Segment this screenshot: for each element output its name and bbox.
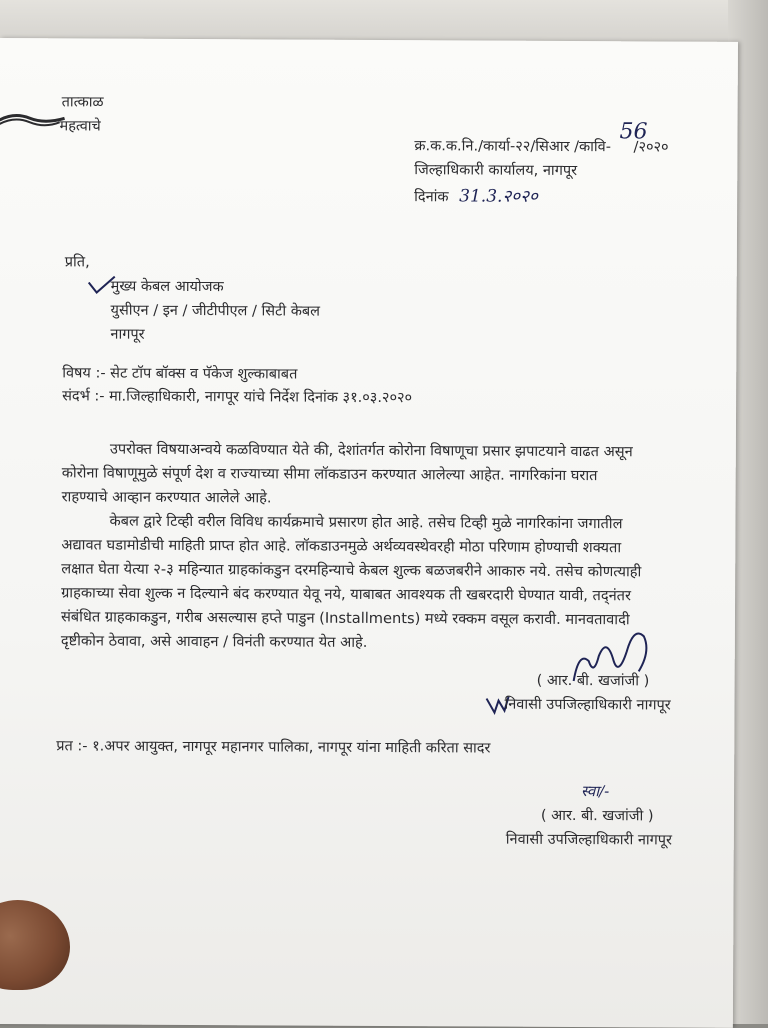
reference-prefix: क्र.क.क.नि./कार्या-२२/सिआर /कावि- [414,138,612,156]
margin-note-important: महत्वाचे [59,118,101,135]
para1-line-1: उपरोक्त विषयाअन्वये कळविण्यात येते की, देशांतर्गत कोरोना विषाणूचा प्रसार झपाटयाने वाढत असून [109,440,633,461]
recipient-city: नागपूर [110,326,145,343]
para2-line-4: ग्राहकाच्या सेवा शुल्क न दिल्याने बंद करण्यात येवू नये, याबाबत आवश्यक ती खबरदारी घेण्यात यावी, तद्नंतर [61,584,632,605]
subject-line: विषय :- सेट टॉप बॉक्स व पॅकेज शुल्काबाबत [62,365,298,383]
signature1-name: ( आर. बी. खजांजी ) [536,672,650,690]
reference-year: /२०२० [633,139,669,156]
para2-line-3: लक्षात घेता येत्या २-३ महिन्यात ग्राहकांकडुन दरमहिन्याचे केबल शुल्क बळजबरीने आकारु नये. तसेच कोणत्याही [61,560,642,581]
recipient-networks: युसीएन / इन / जीटीपीएल / सिटी केबल [110,302,321,320]
signature2-name: ( आर. बी. खजांजी ) [540,807,654,825]
para2-line-1: केबल द्वारे टिव्ही वरील विविध कार्यक्रमाचे प्रसारण होत आहे. तसेच टिव्ही मुळे नागरिकांना जगातील [109,512,623,533]
para2-line-5: संबंधित ग्राहकाकडुन, गरीब असल्यास हप्ते पाडुन (Installments) मध्ये रक्कम वसूल करावी. मानवतावादी [60,608,630,629]
signature2-designation: निवासी उपजिल्हाधिकारी नागपूर [505,831,673,849]
signature2-initials: स्वा/- [581,782,610,801]
para2-line-2: अद्यावत घडामोडीची माहिती प्राप्त होत आहे. लॉकडाउनमुळे अर्थव्यवस्थेवरही मोठा परिणाम होण्याची शक्यता [61,536,622,557]
para1-line-2: कोरोना विषाणूमुळे संपूर्ण देश व राज्याच्या सीमा लॉकडाउन करण्यात आलेल्या आहेत. नागरिकांना घरात [61,464,598,485]
margin-stamp-mark [0,110,70,130]
para1-line-3: राहण्याचे आव्हान करण्यात आलेले आहे. [61,488,272,507]
copy-line: प्रत :- १.अपर आयुक्त, नागपूर महानगर पालिका, नागपूर यांना माहिती करिता सादर [56,738,491,757]
office-name: जिल्हाधिकारी कार्यालय, नागपूर [414,162,578,180]
date-label: दिनांक [414,189,449,206]
letter-page [0,38,738,1028]
date-line [414,186,538,207]
reference-line: संदर्भ :- मा.जिल्हाधिकारी, नागपूर यांचे निर्देश दिनांक ३१.०३.२०२० [62,388,413,407]
date-value: 31.3.२०२० [459,186,538,207]
para2-line-6: दृष्टीकोन ठेवावा, असे आवाहन / विनंती करण्यात येत आहे. [60,632,368,651]
reference-handwritten-number: 56 [619,119,648,145]
margin-note-urgent: तात्काळ [61,94,104,111]
recipient-title: मुख्य केबल आयोजक [110,278,224,296]
to-label: प्रति, [64,254,90,271]
signature1-designation: निवासी उपजिल्हाधिकारी नागपूर [504,696,671,714]
